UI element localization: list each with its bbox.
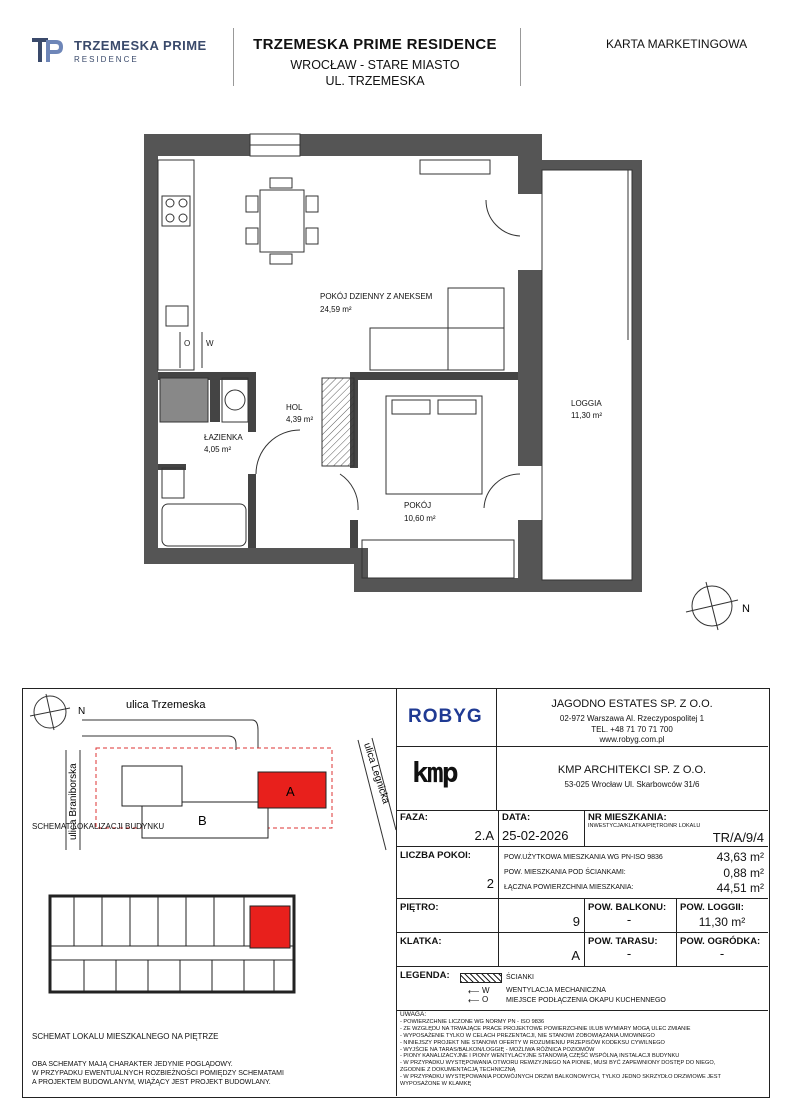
faza-label: FAZA: xyxy=(400,812,428,823)
loggia-label: POW. LOGGII: xyxy=(680,902,744,913)
loggia-value: 11,30 m² xyxy=(698,915,746,929)
taras-label: POW. TARASU: xyxy=(588,936,658,947)
room-name-bathroom: ŁAZIENKA xyxy=(204,433,243,442)
street-legnicka: ulica Legnicka xyxy=(361,741,392,806)
room-area-loggia: 11,30 m² xyxy=(571,411,602,420)
room-area-living: 24,59 m² xyxy=(320,305,352,314)
disclaimer-2: W PRZYPADKU EWENTUALNYCH ROZBIEŻNOŚCI POMIĘDZY SCHEMATAMI xyxy=(32,1070,284,1077)
info-line-1 xyxy=(396,810,768,811)
architect-logo: kmp xyxy=(412,756,457,789)
faza-value: 2.A xyxy=(474,828,494,843)
note-line: - NINIEJSZY PROJEKT NIE STANOWI OFERTY W ROZUMIENIU PRZEPISÓW KODEKSU CYWILNEGO xyxy=(400,1039,665,1046)
taras-value: - xyxy=(626,946,632,961)
page-title: TRZEMESKA PRIME RESIDENCE xyxy=(253,36,497,53)
notes xyxy=(400,1012,764,1088)
disclaimer-3: A PROJEKTEM BUDOWLANYM, WIĄŻĄCY JEST PROJEKT BUDOWLANY. xyxy=(32,1079,271,1086)
data-label: DATA: xyxy=(502,812,531,823)
pow-laczna-label: ŁĄCZNA POWIERZCHNIA MIESZKANIA: xyxy=(504,884,634,891)
room-name-bedroom: POKÓJ xyxy=(404,501,432,510)
developer-tel: TEL. +48 71 70 71 700 xyxy=(591,725,673,734)
nr-sub-label: INWESTYCJA/KLATKA/PIĘTRO/NR LOKALU xyxy=(588,823,701,829)
room-area-hall: 4,39 m² xyxy=(286,415,314,424)
nr-value: TR/A/9/4 xyxy=(712,830,764,845)
developer-address: 02-972 Warszawa Al. Rzeczypospolitej 1 xyxy=(559,714,705,723)
room-area-bathroom: 4,05 m² xyxy=(204,445,232,454)
legend-sym-o: O xyxy=(482,995,489,1004)
pow-scian-label: POW. MIESZKANIA POD ŚCIANKAMI: xyxy=(504,869,626,876)
info-line-5 xyxy=(396,966,768,967)
pow-scian-value: 0,88 m² xyxy=(723,866,764,880)
note-line: - WYPOSAŻENIE TYLKO W CELACH PREZENTACJI, NIE STANOWI ZOBOWIĄZANIA UMOWNEGO xyxy=(400,1032,655,1039)
note-line: WYPOSAŻONE W KLAMKĘ xyxy=(400,1081,472,1088)
legend-arrow-o-icon: ⟵ xyxy=(468,996,480,1005)
developer-name: JAGODNO ESTATES SP. Z O.O. xyxy=(551,698,713,710)
logo-name: TRZEMESKA PRIME xyxy=(74,38,207,53)
room-name-hall: HOL xyxy=(286,403,303,412)
dev-arch-divider xyxy=(396,746,768,747)
legend-text-hood: MIEJSCE PODŁĄCZENIA OKAPU KUCHENNEGO xyxy=(506,997,666,1004)
pow-uzyt-value: 43,63 m² xyxy=(716,850,764,864)
room-area-bedroom: 10,60 m² xyxy=(404,514,436,523)
doc-type: KARTA MARKETINGOWA xyxy=(606,37,748,51)
note-line: - WYJŚCIE NA TARAS/BALKON/LOGGIĘ - MOŻLIWA RÓŻNICA POZIOMÓW xyxy=(400,1046,595,1053)
north-arrow-icon xyxy=(686,582,750,630)
legend-text-vent: WENTYLACJA MECHANICZNA xyxy=(506,987,606,994)
klatka-label: KLATKA: xyxy=(400,936,442,947)
note-line: - ZE WZGLĘDU NA TRWAJĄCE PRACE PROJEKTOWE POWIERZCHNIE I/LUB WYMIARY MOGĄ ULEC ZMIANIE xyxy=(400,1025,691,1032)
room-name-loggia: LOGGIA xyxy=(571,399,602,408)
legend-label: LEGENDA: xyxy=(400,970,450,981)
pietro-value: 9 xyxy=(572,914,580,929)
vent-o-mark: O xyxy=(184,339,191,348)
info-vline-4 xyxy=(676,898,677,966)
info-line-4 xyxy=(396,932,768,933)
developer-web: www.robyg.com.pl xyxy=(599,735,665,744)
plan-north-label: N xyxy=(742,603,750,615)
floor-schema xyxy=(44,888,300,1000)
legend-arrow-w-icon: ⟵ xyxy=(468,987,480,996)
building-b-label: B xyxy=(198,813,207,828)
floor-caption: SCHEMAT LOKALU MIESZKALNEGO NA PIĘTRZE xyxy=(32,1032,219,1041)
note-line: ZGODNIE Z DOKUMENTACJĄ TECHNICZNĄ xyxy=(400,1067,516,1074)
pow-uzyt-label: POW.UŻYTKOWA MIESZKANIA WG PN-ISO 9836 xyxy=(504,854,663,861)
pokoje-label: LICZBA POKOI: xyxy=(400,850,471,861)
building-a-label: A xyxy=(286,784,295,799)
logo-sub: RESIDENCE xyxy=(74,55,139,64)
street-trzemeska: ulica Trzemeska xyxy=(126,699,206,711)
site-schema xyxy=(22,690,396,860)
data-value: 25-02-2026 xyxy=(502,828,569,843)
disclaimer-1: OBA SCHEMATY MAJĄ CHARAKTER JEDYNIE POGLĄDOWY. xyxy=(32,1061,233,1068)
note-line: - W PRZYPADKU WYSTĘPOWANIA PODWÓJNYCH DRZWI BALKONOWYCH, TYLKO JEDNO SKRZYDŁO DRZWIOWE JEST xyxy=(400,1074,721,1081)
info-vline-1 xyxy=(498,810,499,966)
info-vline-2 xyxy=(584,810,585,846)
bottom-split xyxy=(396,688,397,1096)
ogrodek-label: POW. OGRÓDKA: xyxy=(680,936,761,947)
architect-address: 53-025 Wrocław Ul. Skarbowców 31/6 xyxy=(564,780,700,789)
site-north-label: N xyxy=(78,706,86,717)
vent-w-mark: W xyxy=(206,339,214,348)
developer-logo: ROBYG xyxy=(408,706,483,727)
klatka-value: A xyxy=(571,948,580,963)
room-name-living: POKÓJ DZIENNY Z ANEKSEM xyxy=(320,292,433,301)
note-line: - W PRZYPADKU WYSTĘPOWANIA OTWORU REWIZYJNEGO NA PIONIE, MUSI BYĆ ZAPEWNIONY DOSTĘP DO NIEGO, xyxy=(400,1060,716,1067)
legend-text-walls: ŚCIANKI xyxy=(506,974,535,981)
architect-name: KMP ARCHITEKCI SP. Z O.O. xyxy=(557,764,707,776)
street-line: UL. TRZEMESKA xyxy=(325,74,425,88)
legend-sym-w: W xyxy=(482,986,490,995)
site-caption: SCHEMAT LOKALIZACJI BUDYNKU xyxy=(32,822,165,831)
location-line: WROCŁAW - STARE MIASTO xyxy=(290,58,460,72)
balkon-label: POW. BALKONU: xyxy=(588,902,667,913)
note-line: - POWIERZCHNIE LICZONE WG NORMY PN - ISO 9836 xyxy=(400,1018,545,1025)
ogrodek-value: - xyxy=(719,946,725,961)
pow-laczna-value: 44,51 m² xyxy=(716,881,764,895)
pietro-label: PIĘTRO: xyxy=(400,902,439,913)
info-line-3 xyxy=(396,898,768,899)
info-line-6 xyxy=(396,1010,768,1011)
site-north-arrow-icon xyxy=(30,694,85,730)
info-line-2 xyxy=(396,846,768,847)
info-vline-3 xyxy=(584,898,585,966)
note-line: - PIONY KANALIZACYJNE I PIONY WENTYLACYJNE STANOWIĄ CZĘŚĆ WSPÓLNĄ INSTALACJI BUDYNKU xyxy=(400,1053,680,1060)
notes-title: UWAGA: xyxy=(400,1011,427,1018)
pokoje-value: 2 xyxy=(486,876,494,891)
balkon-value: - xyxy=(626,912,632,927)
street-braniborska: ulica Braniborska xyxy=(68,763,79,840)
nr-label: NR MIESZKANIA: xyxy=(588,812,667,823)
legend-hatch-icon xyxy=(460,973,502,983)
